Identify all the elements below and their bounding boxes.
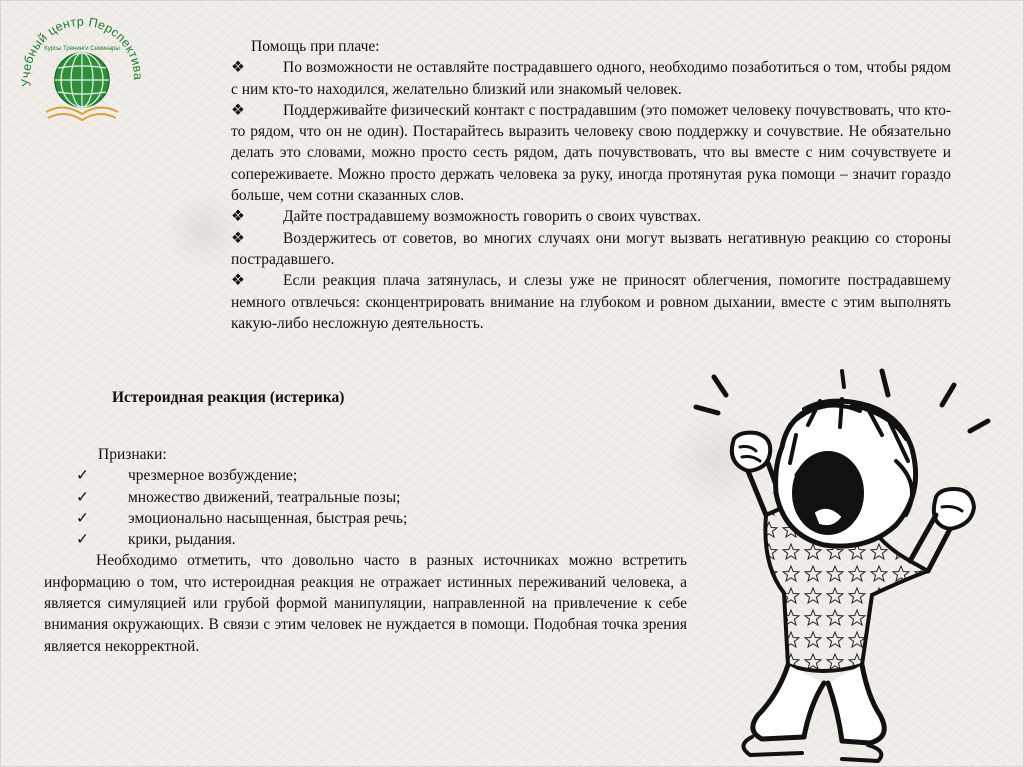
checkmark-icon: ✓ — [76, 488, 89, 506]
screaming-child-icon — [692, 365, 992, 763]
bullet-text: По возможности не оставляйте пострадавшего одного, необходимо позаботиться о том, чтобы рядом с ним кто-то находился, желательно близкий или знакомый человек. — [231, 59, 951, 98]
diamond-bullet-icon: ❖ — [231, 272, 245, 290]
diamond-bullet-icon: ❖ — [231, 59, 245, 77]
sign-item — [44, 529, 687, 550]
checkmark-icon: ✓ — [76, 509, 89, 527]
diamond-bullet-icon: ❖ — [231, 229, 245, 247]
sign-item — [44, 465, 687, 486]
bullet-item — [231, 57, 951, 100]
bullet-text: Если реакция плача затянулась, и слезы уже не приносят облегчения, помогите пострадавшему немного отвлечься: сконцентрировать внимание на глубоком и ровном дыхании, вместе с этим выполнять какую-либо несложную деятельность. — [231, 272, 951, 332]
sign-text: крики, рыдания. — [128, 531, 236, 549]
diamond-bullet-icon: ❖ — [231, 208, 245, 226]
bullet-item — [231, 100, 951, 206]
bullet-item — [231, 228, 951, 271]
sign-text: чрезмерное возбуждение; — [128, 467, 298, 485]
checkmark-icon: ✓ — [76, 467, 89, 485]
diamond-bullet-icon: ❖ — [231, 101, 245, 119]
globe-logo-icon — [18, 14, 146, 142]
sign-item — [44, 487, 687, 508]
bullet-text: Поддерживайте физический контакт с пострадавшим (это поможет человеку почувствовать, что кто-то рядом, что он не один). Постарайтесь выразить человеку свою поддержку и сочувствие. Не обязательно делать это словами, можно просто сесть рядом, дать почувствовать, что вы вместе с ним сочувствуете и сопереживаете. Можно просто держать человека за руку, иногда протянутая рука помощи – значит гораздо больше, чем сотни сказанных слов. — [231, 101, 951, 205]
hysteria-block — [44, 444, 687, 657]
bullet-item — [231, 270, 951, 334]
bullet-text: Дайте пострадавшему возможность говорить о своих чувствах. — [283, 208, 702, 226]
crying-help-heading: Помощь при плаче: — [251, 38, 380, 55]
signs-heading: Признаки: — [98, 446, 167, 463]
hysteria-paragraph: Необходимо отметить, что довольно часто в разных источниках можно встретить информацию о том, что истероидная реакция не отражает истинных переживаний человека, а является симуляцией или грубой формой манипуляции, направленной на привлечение к себе внимания окружающих. В связи с этим человек не нуждается в помощи. Подобная точка зрения является некорректной. — [44, 552, 687, 655]
checkmark-icon: ✓ — [76, 531, 89, 549]
sign-item — [44, 508, 687, 529]
sign-text: множество движений, театральные позы; — [128, 488, 401, 506]
hysteria-title: Истероидная реакция (истерика) — [112, 389, 345, 406]
sign-text: эмоционально насыщенная, быстрая речь; — [128, 509, 408, 527]
bullet-text: Воздержитесь от советов, во многих случаях они могут вызвать негативную реакцию со стороны пострадавшего. — [231, 229, 951, 268]
crying-help-block — [231, 36, 951, 334]
logo-subtext: Курсы Тренинги Семинары — [44, 46, 120, 52]
bullet-item — [231, 206, 951, 227]
logo-text: Учебный центр Перспектива — [18, 14, 146, 88]
